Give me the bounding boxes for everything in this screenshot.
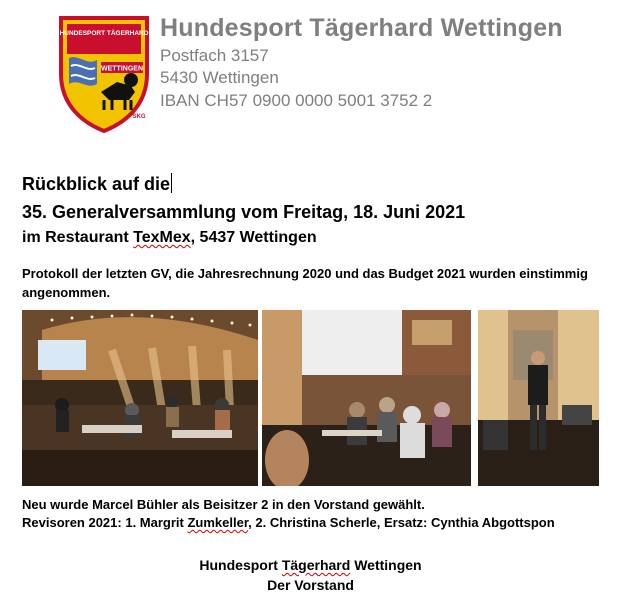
club-logo <box>57 14 151 134</box>
address-postfach: Postfach 3157 <box>160 46 269 65</box>
photo-restaurant-room <box>22 310 258 486</box>
svg-text:WETTINGEN: WETTINGEN <box>101 65 143 73</box>
signature-org: Hundesport Tägerhard Wettingen <box>199 557 422 573</box>
spellcheck-word-tagerhard: Tägerhard <box>281 557 351 573</box>
spellcheck-word-zumkeller: Zumkeller <box>187 515 249 530</box>
spellcheck-word-texmex: TexMex <box>133 229 191 246</box>
svg-text:SKG: SKG <box>132 114 146 120</box>
address-iban: IBAN CH57 0900 0000 5001 3752 2 <box>160 91 433 110</box>
auditors-note: Revisoren 2021: 1. Margrit Zumkeller, 2. Christina Scherle, Ersatz: Cynthia Abgottspon <box>22 515 555 530</box>
heading-review[interactable] <box>22 173 172 195</box>
org-name: Hundesport Tägerhard Wettingen <box>160 14 563 42</box>
heading-review-text: Rückblick auf die <box>22 174 171 194</box>
address-city: 5430 Wettingen <box>160 68 279 87</box>
heading-venue: im Restaurant TexMex, 5437 Wettingen <box>22 229 317 246</box>
protocol-paragraph: Protokoll der letzten GV, die Jahresrechnung 2020 und das Budget 2021 wurden einstimmig angenommen. <box>22 266 588 300</box>
photo-meeting-attendees <box>262 310 471 486</box>
text-cursor <box>171 173 172 193</box>
svg-text:HUNDESPORT TÄGERHARD: HUNDESPORT TÄGERHARD <box>59 30 149 37</box>
heading-assembly: 35. Generalversammlung vom Freitag, 18. Juni 2021 <box>22 202 466 222</box>
photo-speaker <box>478 310 599 486</box>
board-election-note: Neu wurde Marcel Bühler als Beisitzer 2 in den Vorstand gewählt. <box>22 497 425 512</box>
signature-board: Der Vorstand <box>267 577 354 593</box>
